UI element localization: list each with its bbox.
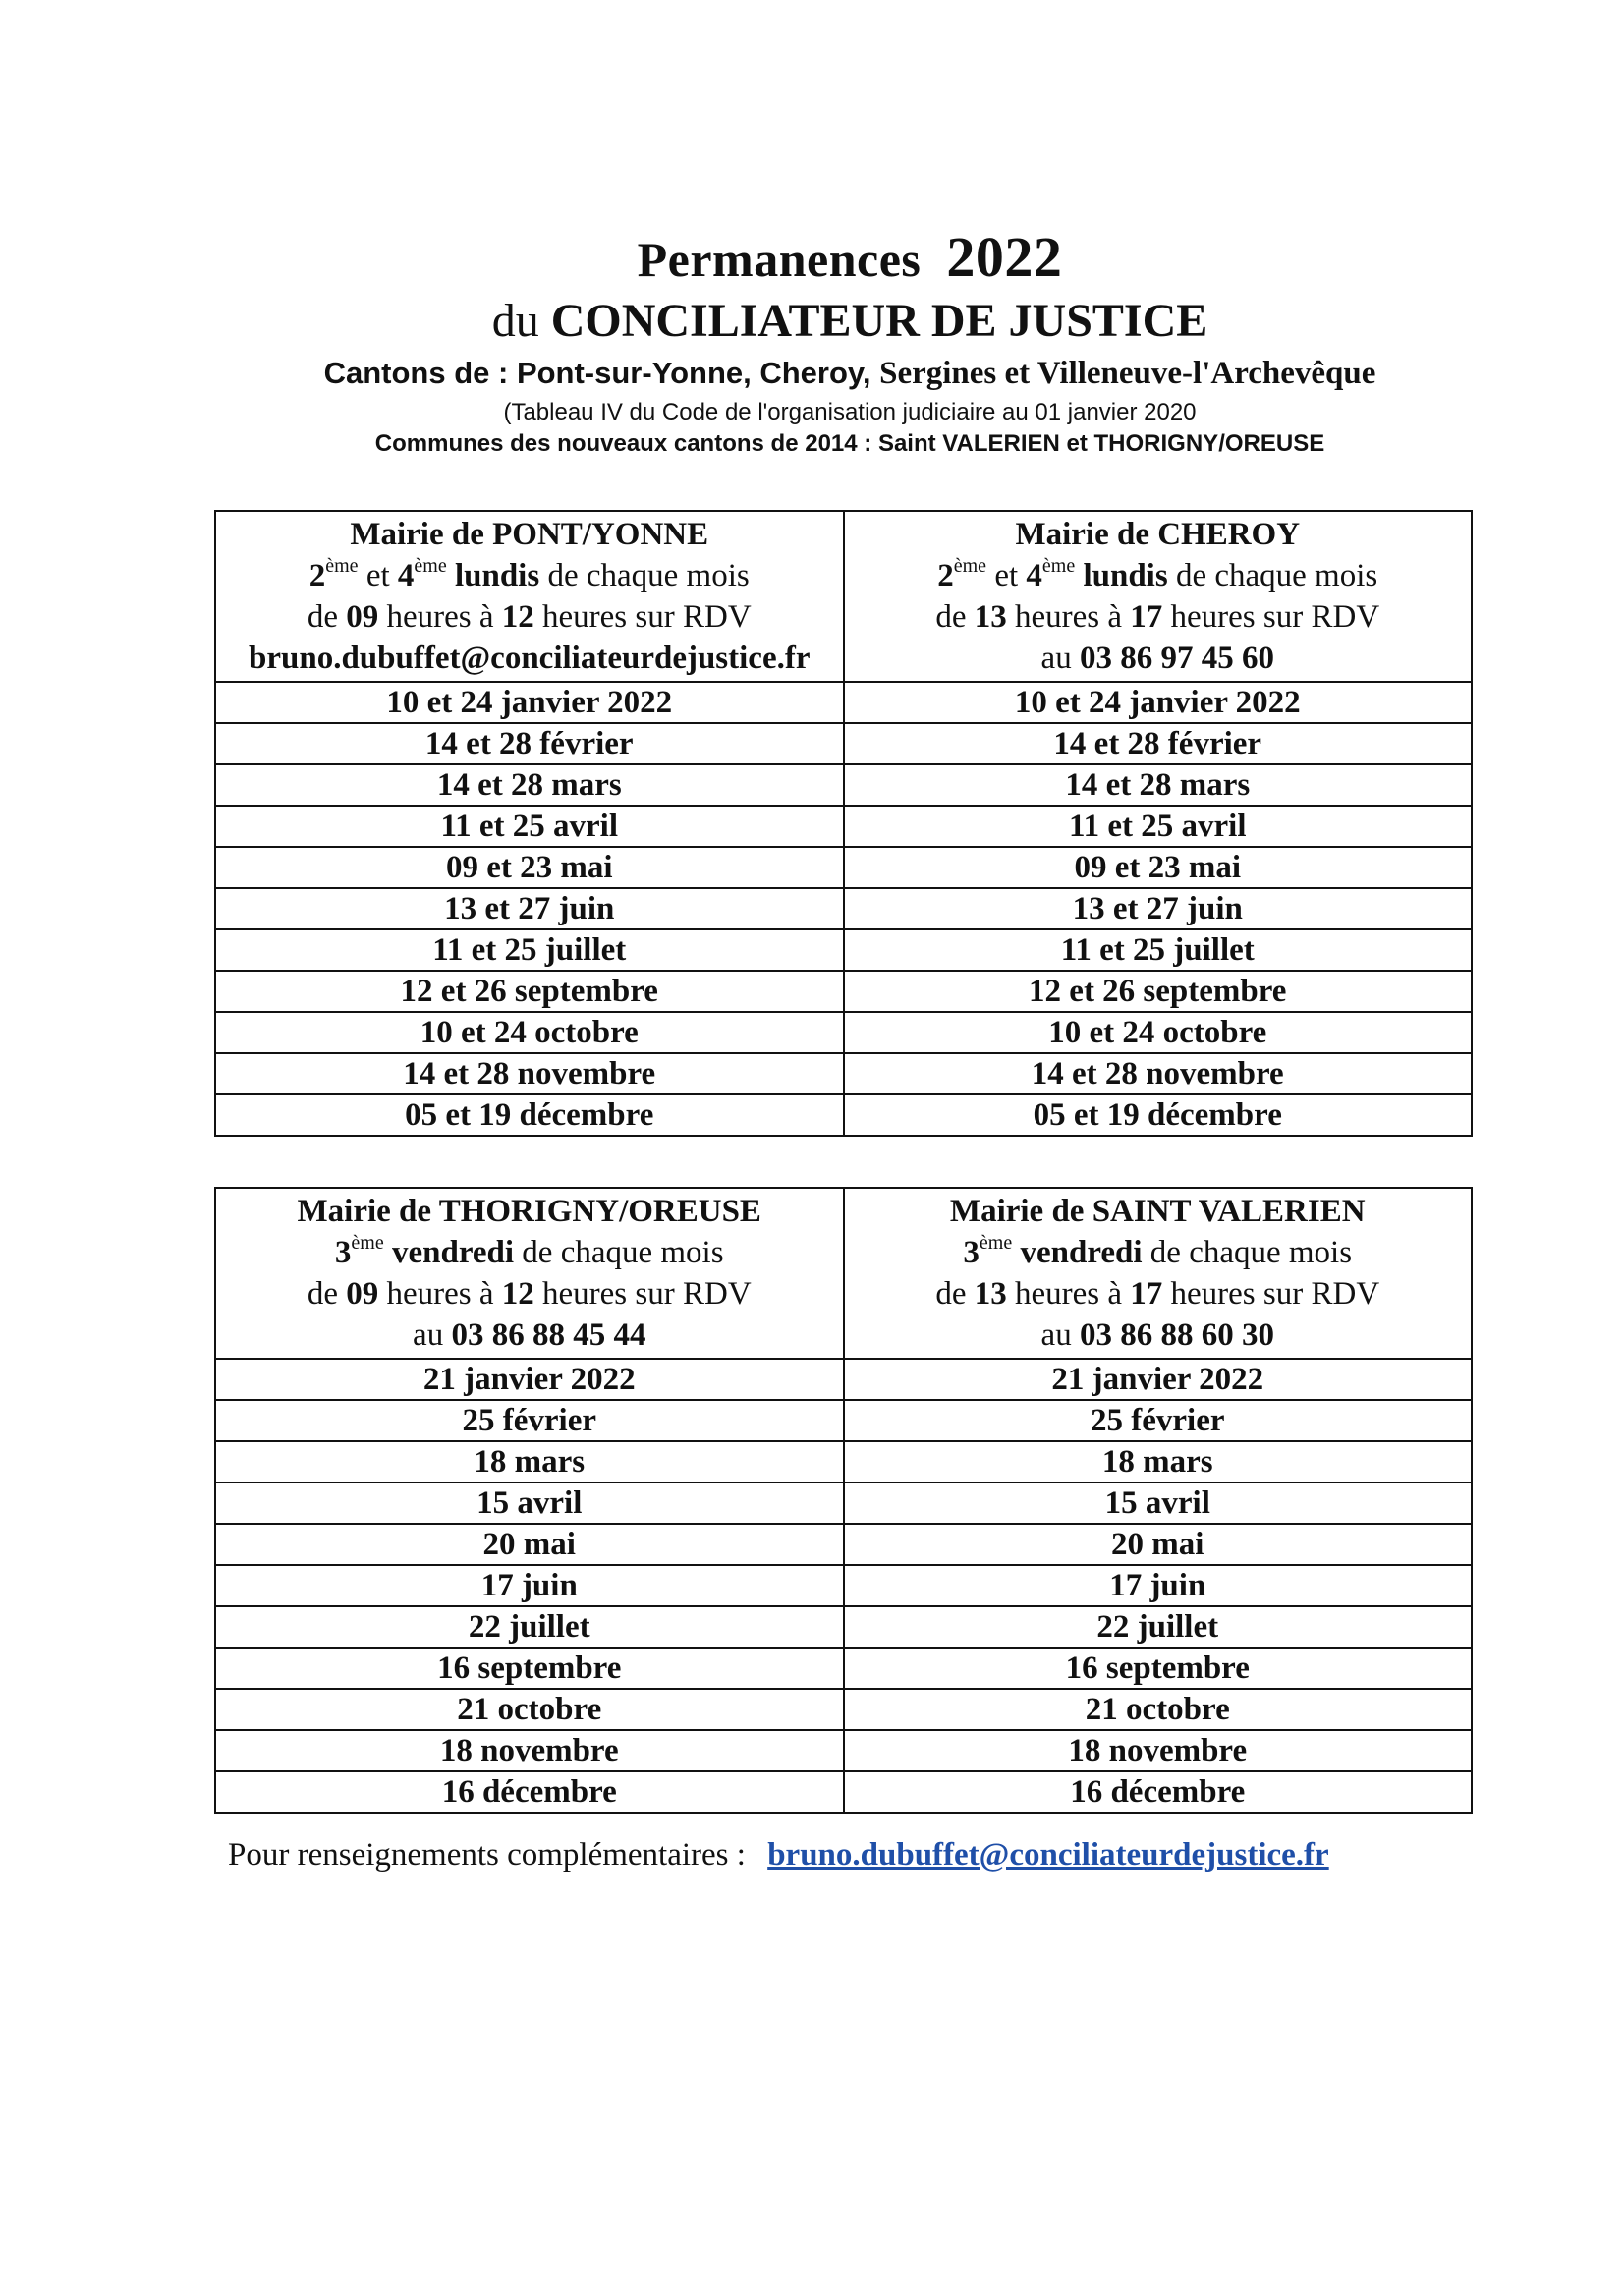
date-cell: 14 et 28 novembre xyxy=(844,1053,1473,1094)
table-row xyxy=(215,1606,1472,1648)
table-row xyxy=(215,888,1472,929)
cantons-label: Cantons de : xyxy=(323,356,509,390)
table-row xyxy=(215,1359,1472,1400)
mairie-header-thorigny-oreuse xyxy=(215,1188,844,1359)
table-row xyxy=(215,723,1472,764)
title-word: Permanences xyxy=(637,232,922,287)
date-cell: 05 et 19 décembre xyxy=(844,1094,1473,1136)
table-row xyxy=(215,1094,1472,1136)
date-cell: 14 et 28 février xyxy=(215,723,844,764)
date-cell: 18 novembre xyxy=(215,1730,844,1771)
mairie-name: Mairie de SAINT VALERIEN xyxy=(949,1194,1366,1229)
date-cell: 25 février xyxy=(215,1400,844,1441)
hours-line: de 09 heures à 12 heures sur RDV xyxy=(307,1276,752,1312)
mairie-name: Mairie de PONT/YONNE xyxy=(350,517,709,552)
date-cell: 21 octobre xyxy=(215,1689,844,1730)
cantons-line xyxy=(0,354,1624,393)
frequency-line: 3ème vendredi de chaque mois xyxy=(963,1232,1353,1270)
contact-line: au 03 86 97 45 60 xyxy=(1040,641,1274,676)
date-cell: 18 mars xyxy=(844,1441,1473,1483)
date-cell: 18 novembre xyxy=(844,1730,1473,1771)
date-cell: 14 et 28 mars xyxy=(844,764,1473,806)
date-cell: 22 juillet xyxy=(844,1606,1473,1648)
schedule-table-fridays xyxy=(214,1187,1473,1814)
table-row xyxy=(215,1012,1472,1053)
date-cell: 22 juillet xyxy=(215,1606,844,1648)
date-cell: 21 janvier 2022 xyxy=(844,1359,1473,1400)
date-cell: 09 et 23 mai xyxy=(215,847,844,888)
date-cell: 11 et 25 avril xyxy=(215,806,844,847)
contact-line: au 03 86 88 45 44 xyxy=(413,1317,646,1353)
table-row xyxy=(215,971,1472,1012)
date-cell: 25 février xyxy=(844,1400,1473,1441)
table-row xyxy=(215,1524,1472,1565)
date-cell: 15 avril xyxy=(215,1483,844,1524)
date-cell: 21 janvier 2022 xyxy=(215,1359,844,1400)
date-cell: 12 et 26 septembre xyxy=(215,971,844,1012)
date-cell: 13 et 27 juin xyxy=(844,888,1473,929)
frequency-line: 2ème et 4ème lundis de chaque mois xyxy=(937,555,1378,593)
footer-label: Pour renseignements complémentaires : xyxy=(228,1837,746,1873)
date-cell: 20 mai xyxy=(215,1524,844,1565)
table-row xyxy=(215,1483,1472,1524)
contact-line: au 03 86 88 60 30 xyxy=(1040,1317,1274,1353)
date-cell: 17 juin xyxy=(844,1565,1473,1606)
date-cell: 16 décembre xyxy=(844,1771,1473,1813)
hours-line: de 13 heures à 17 heures sur RDV xyxy=(935,1276,1380,1312)
date-cell: 18 mars xyxy=(215,1441,844,1483)
code-note: (Tableau IV du Code de l'organisation judiciaire au 01 janvier 2020 xyxy=(503,399,1197,425)
table-header-row xyxy=(215,1188,1472,1359)
date-cell: 11 et 25 juillet xyxy=(844,929,1473,971)
table-row xyxy=(215,1730,1472,1771)
table-row xyxy=(215,1565,1472,1606)
table-row xyxy=(215,1400,1472,1441)
frequency-line: 2ème et 4ème lundis de chaque mois xyxy=(308,555,750,593)
cantons-list-b: Sergines et Villeneuve-l'Archevêque xyxy=(879,356,1376,391)
table-row xyxy=(215,847,1472,888)
contact-line: bruno.dubuffet@conciliateurdejustice.fr xyxy=(249,641,811,676)
date-cell: 21 octobre xyxy=(844,1689,1473,1730)
date-cell: 11 et 25 avril xyxy=(844,806,1473,847)
date-cell: 10 et 24 octobre xyxy=(844,1012,1473,1053)
mairie-name: Mairie de CHEROY xyxy=(1015,517,1301,552)
schedule-table-mondays xyxy=(214,510,1473,1137)
date-cell: 16 septembre xyxy=(215,1648,844,1689)
hours-line: de 13 heures à 17 heures sur RDV xyxy=(935,599,1380,635)
date-cell: 10 et 24 janvier 2022 xyxy=(844,682,1473,723)
table-row xyxy=(215,806,1472,847)
table-row xyxy=(215,1771,1472,1813)
table-row xyxy=(215,764,1472,806)
subtitle-prefix: du xyxy=(491,295,539,347)
table-row xyxy=(215,1441,1472,1483)
cantons-list-a: Pont-sur-Yonne, Cheroy, xyxy=(516,356,871,390)
date-cell: 12 et 26 septembre xyxy=(844,971,1473,1012)
footer-contact xyxy=(228,1833,1329,1876)
mairie-name: Mairie de THORIGNY/OREUSE xyxy=(297,1194,761,1229)
mairie-header-saint-valerien xyxy=(844,1188,1473,1359)
table-row xyxy=(215,1648,1472,1689)
date-cell: 17 juin xyxy=(215,1565,844,1606)
document-header xyxy=(0,225,1624,460)
subtitle-main: CONCILIATEUR DE JUSTICE xyxy=(550,295,1208,347)
date-cell: 11 et 25 juillet xyxy=(215,929,844,971)
date-cell: 15 avril xyxy=(844,1483,1473,1524)
date-cell: 16 décembre xyxy=(215,1771,844,1813)
date-cell: 16 septembre xyxy=(844,1648,1473,1689)
date-cell: 10 et 24 janvier 2022 xyxy=(215,682,844,723)
date-cell: 14 et 28 février xyxy=(844,723,1473,764)
date-cell: 13 et 27 juin xyxy=(215,888,844,929)
table-row xyxy=(215,1053,1472,1094)
date-cell: 14 et 28 mars xyxy=(215,764,844,806)
date-cell: 14 et 28 novembre xyxy=(215,1053,844,1094)
title-year: 2022 xyxy=(946,225,1063,289)
table-row xyxy=(215,929,1472,971)
date-cell: 10 et 24 octobre xyxy=(215,1012,844,1053)
frequency-line: 3ème vendredi de chaque mois xyxy=(334,1232,724,1270)
date-cell: 05 et 19 décembre xyxy=(215,1094,844,1136)
table-header-row xyxy=(215,511,1472,682)
mairie-header-cheroy xyxy=(844,511,1473,682)
page-title xyxy=(0,225,1624,289)
date-cell: 09 et 23 mai xyxy=(844,847,1473,888)
hours-line: de 09 heures à 12 heures sur RDV xyxy=(307,599,752,635)
communes-note: Communes des nouveaux cantons de 2014 : Saint VALERIEN et THORIGNY/OREUSE xyxy=(374,430,1325,457)
table-row xyxy=(215,1689,1472,1730)
date-cell: 20 mai xyxy=(844,1524,1473,1565)
footer-email-link[interactable]: bruno.dubuffet@conciliateurdejustice.fr xyxy=(767,1837,1329,1873)
page-subtitle xyxy=(0,293,1624,350)
mairie-header-pont-yonne xyxy=(215,511,844,682)
table-row xyxy=(215,682,1472,723)
